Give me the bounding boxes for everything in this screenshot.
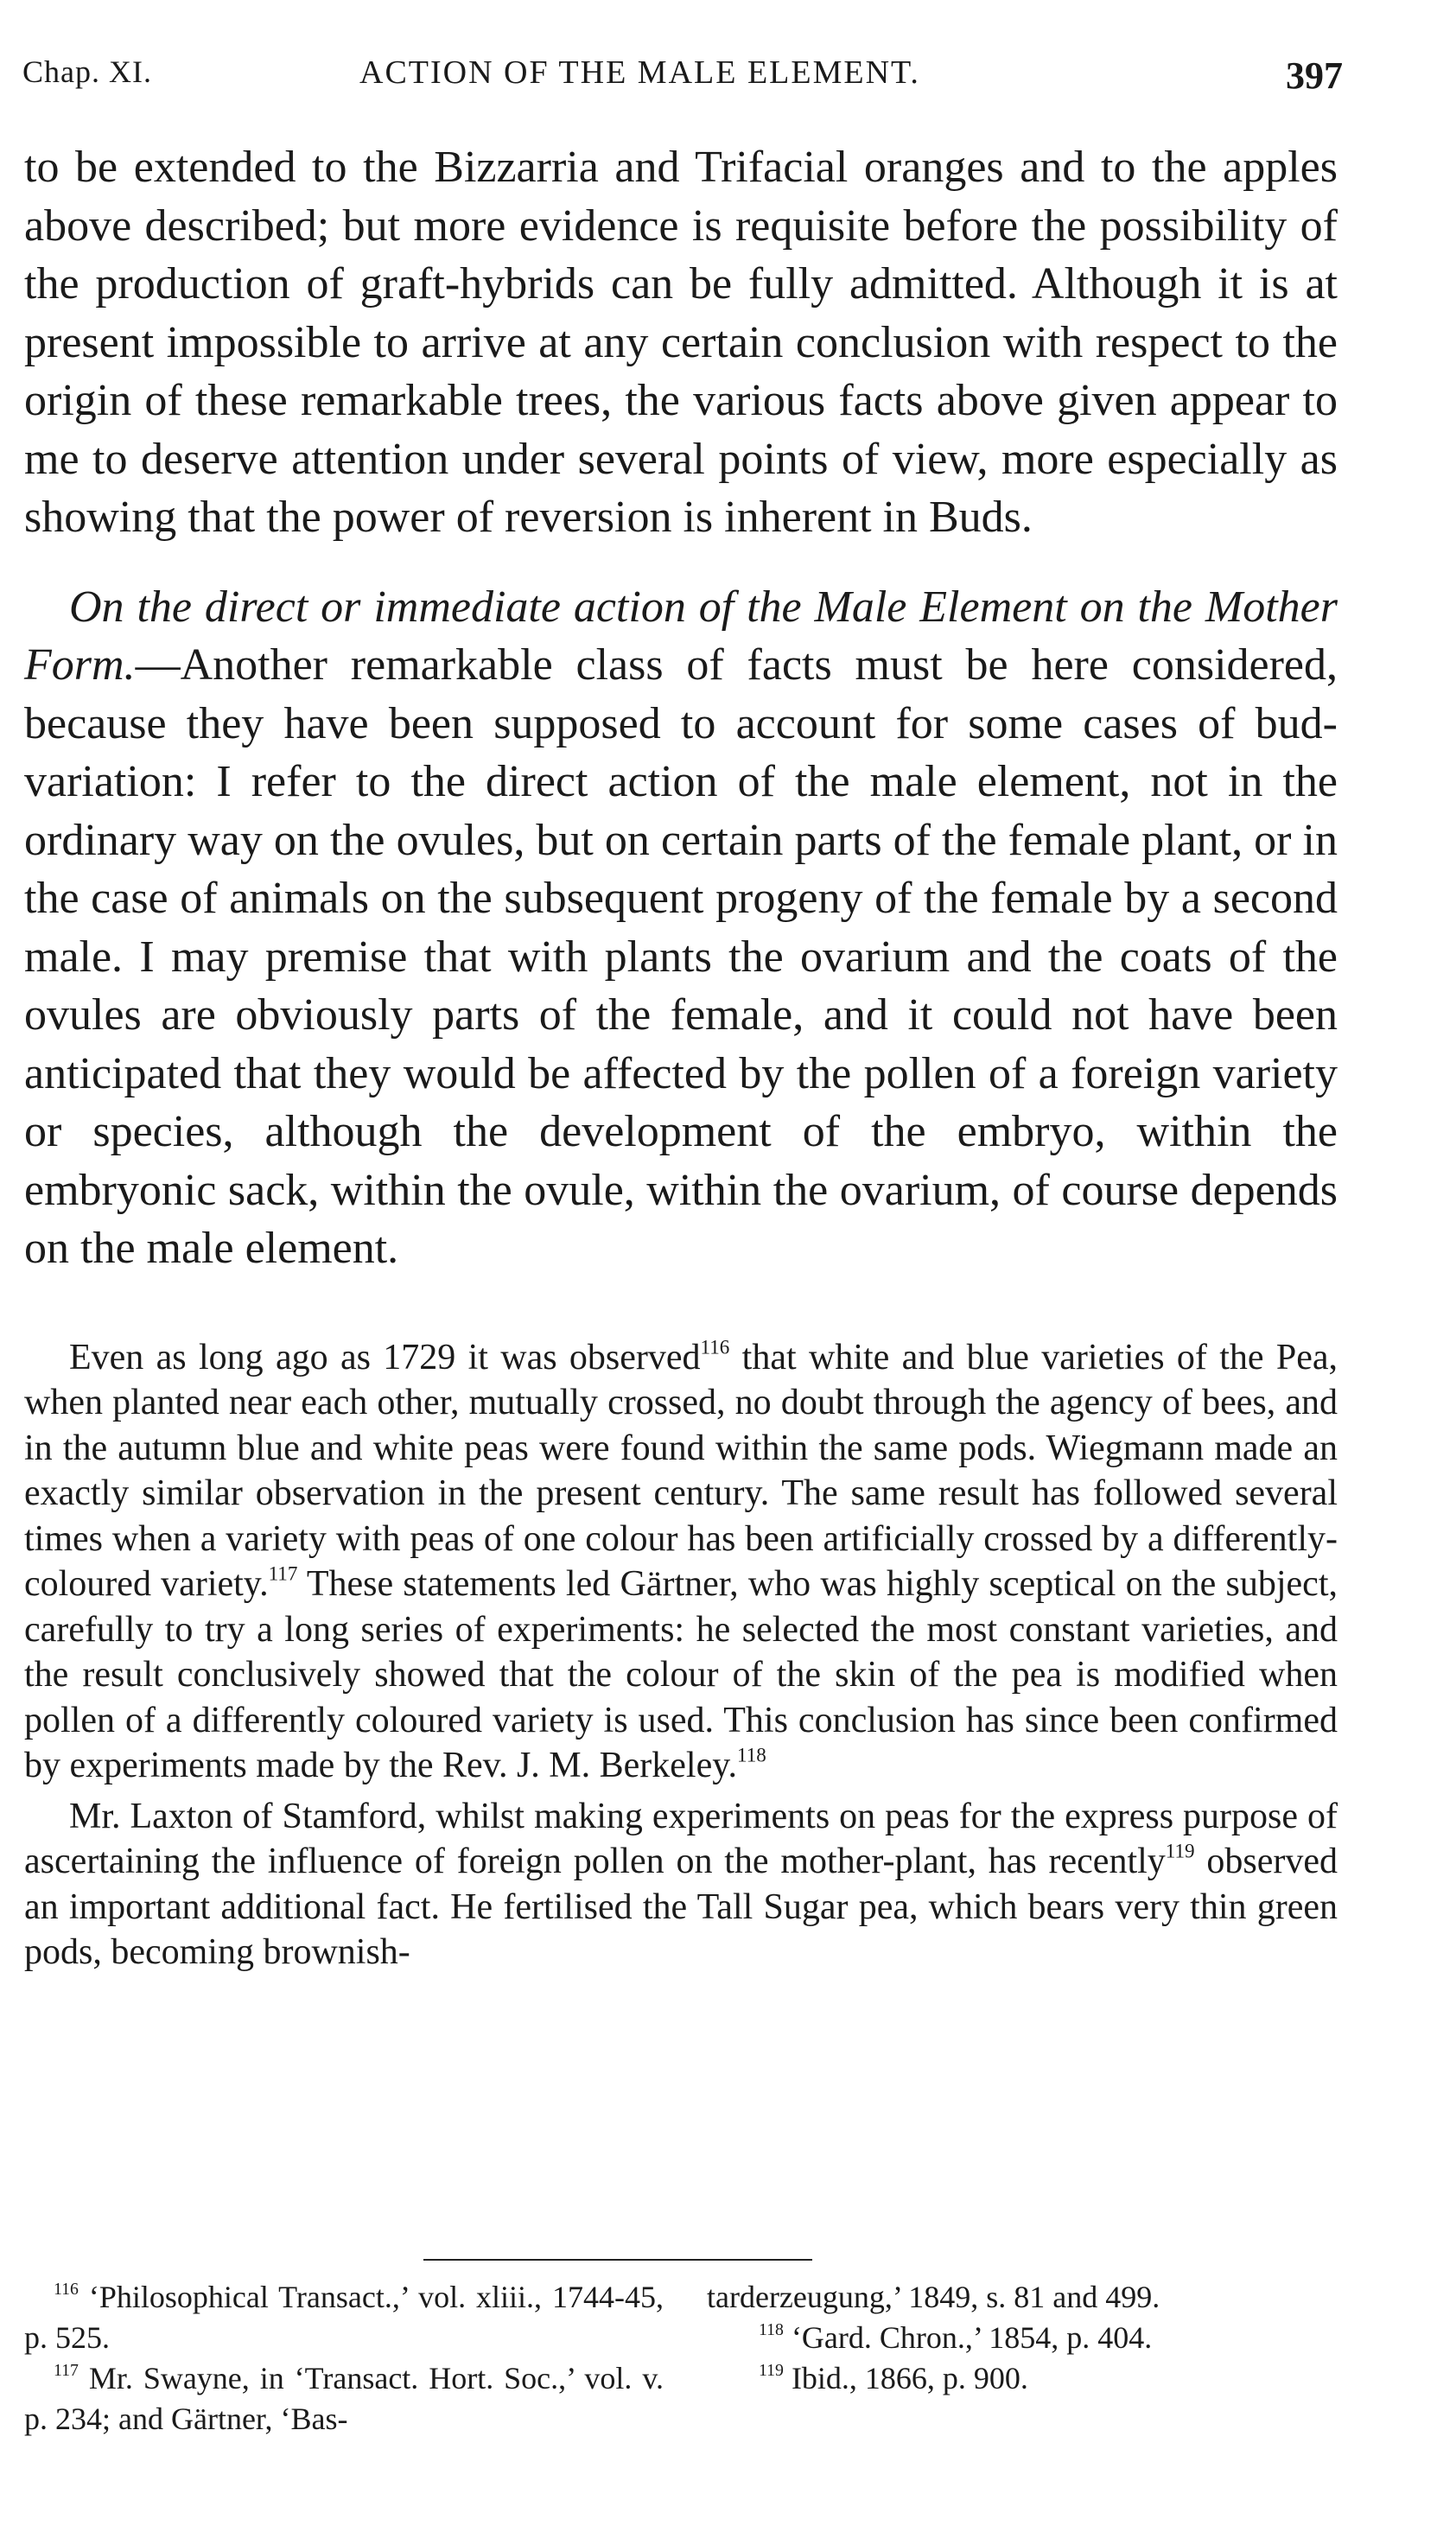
footnote-text: Mr. Swayne, in ‘Transact. Hort. Soc.,’ vol. v. p. 234; and Gärtner, ‘Bas- xyxy=(24,2361,664,2436)
footnote-ref-116: 116 xyxy=(700,1335,730,1358)
footnote-divider xyxy=(423,2259,812,2261)
paragraph-spacer xyxy=(24,1278,1338,1335)
footnote-ref-119: 119 xyxy=(1165,1839,1195,1862)
running-title: ACTION OF THE MALE ELEMENT. xyxy=(359,54,920,91)
paragraph-male-element-text: —Another remarkable class of facts must be here considered, because they have been supposed to account for some cases of bud-variation: I refer to the direct action of the male element, not in the ordinary way on the ovules, but on certain parts of the female plant, or in the case of animals on the subsequent progeny of the female by a second male. I may premise that with plants the ovarium and the coats of the ovules are obviously parts of the female, and it could not have been anticipated that they would be affected by the pollen of a foreign variety or species, although the development of the embryo, within the embryonic sack, within the ovule, within the ovarium, of course depends on the male element. xyxy=(24,640,1338,1273)
footnote-117 xyxy=(24,2358,664,2440)
footnote-text: tarderzeugung,’ 1849, s. 81 and 499. xyxy=(707,2280,1160,2314)
section-heading-text: On the direct or immediate action of the Male Element on the Mother Form. xyxy=(24,582,1338,690)
page-number: 397 xyxy=(1286,54,1343,97)
paragraph-laxton-text-2: observed an important additional fact. He fertilised the Tall Sugar pea, which bears very thin green pods, becoming brownish- xyxy=(24,1842,1338,1972)
footnote-text: ‘Gard. Chron.,’ 1854, p. 404. xyxy=(783,2320,1153,2355)
footnotes-left-column xyxy=(24,2277,664,2440)
footnote-ref-118: 118 xyxy=(737,1743,766,1766)
footnote-text: Ibid., 1866, p. 900. xyxy=(783,2361,1028,2395)
footnote-number: 117 xyxy=(54,2361,79,2381)
paragraph-pea-text-1: Even as long ago as 1729 it was observed xyxy=(69,1337,701,1377)
footnote-number: 116 xyxy=(54,2280,79,2300)
main-text xyxy=(24,138,1338,1975)
footnotes-right-column xyxy=(707,2277,1338,2399)
chapter-label: Chap. XI. xyxy=(22,54,152,89)
paragraph-male-element xyxy=(24,578,1338,1278)
footnote-text: ‘Philosophical Transact.,’ vol. xliii., 1744-45, p. 525. xyxy=(24,2280,664,2355)
paragraph-laxton xyxy=(24,1794,1338,1975)
footnote-119 xyxy=(707,2358,1338,2399)
paragraph-spacer xyxy=(24,547,1338,578)
footnote-116 xyxy=(24,2277,664,2358)
paragraph-pea-text-2: that white and blue varieties of the Pea, when planted near each other, mutually crossed, no doubt through the agency of bees, and in the autumn blue and white peas were found within the same pods. Wiegmann made an exactly similar observation in the present century. The same result has followed several times when a variety with peas of one colour has been artificially crossed by a differently-coloured variety. xyxy=(24,1337,1338,1604)
footnote-ref-117: 117 xyxy=(268,1562,298,1585)
footnote-118 xyxy=(707,2318,1338,2358)
paragraph-pea-experiments xyxy=(24,1335,1338,1789)
paragraph-pea-text-3: These statements led Gärtner, who was highly sceptical on the subject, carefully to try a long series of experiments: he selected the most constant varieties, and the result conclusively showed that the colour of the skin of the pea is modified when pollen of a differently coloured variety is used. This conclusion has since been confirmed by experiments made by the Rev. J. M. Berkeley. xyxy=(24,1564,1338,1785)
running-head xyxy=(22,54,1343,105)
paragraph-graft-hybrids xyxy=(24,138,1338,547)
paragraph-graft-hybrids-text: to be extended to the Bizzarria and Trifacial oranges and to the apples above described; but more evidence is requisite before the possibility of the production of graft-hybrids can be fully admitted. Although it is at present impossible to arrive at any certain conclusion with respect to the origin of these remarkable trees, the various facts above given appear to me to deserve attention under several points of view, more especially as showing that the power of reversion is inherent in Buds. xyxy=(24,143,1338,542)
footnote-117-continued xyxy=(707,2277,1338,2318)
paragraph-laxton-text-1: Mr. Laxton of Stamford, whilst making experiments on peas for the express purpose of ascertaining the influence of foreign pollen on the mother-plant, has recently xyxy=(24,1796,1338,1881)
footnote-number: 118 xyxy=(759,2320,784,2340)
footnote-number: 119 xyxy=(759,2361,784,2381)
